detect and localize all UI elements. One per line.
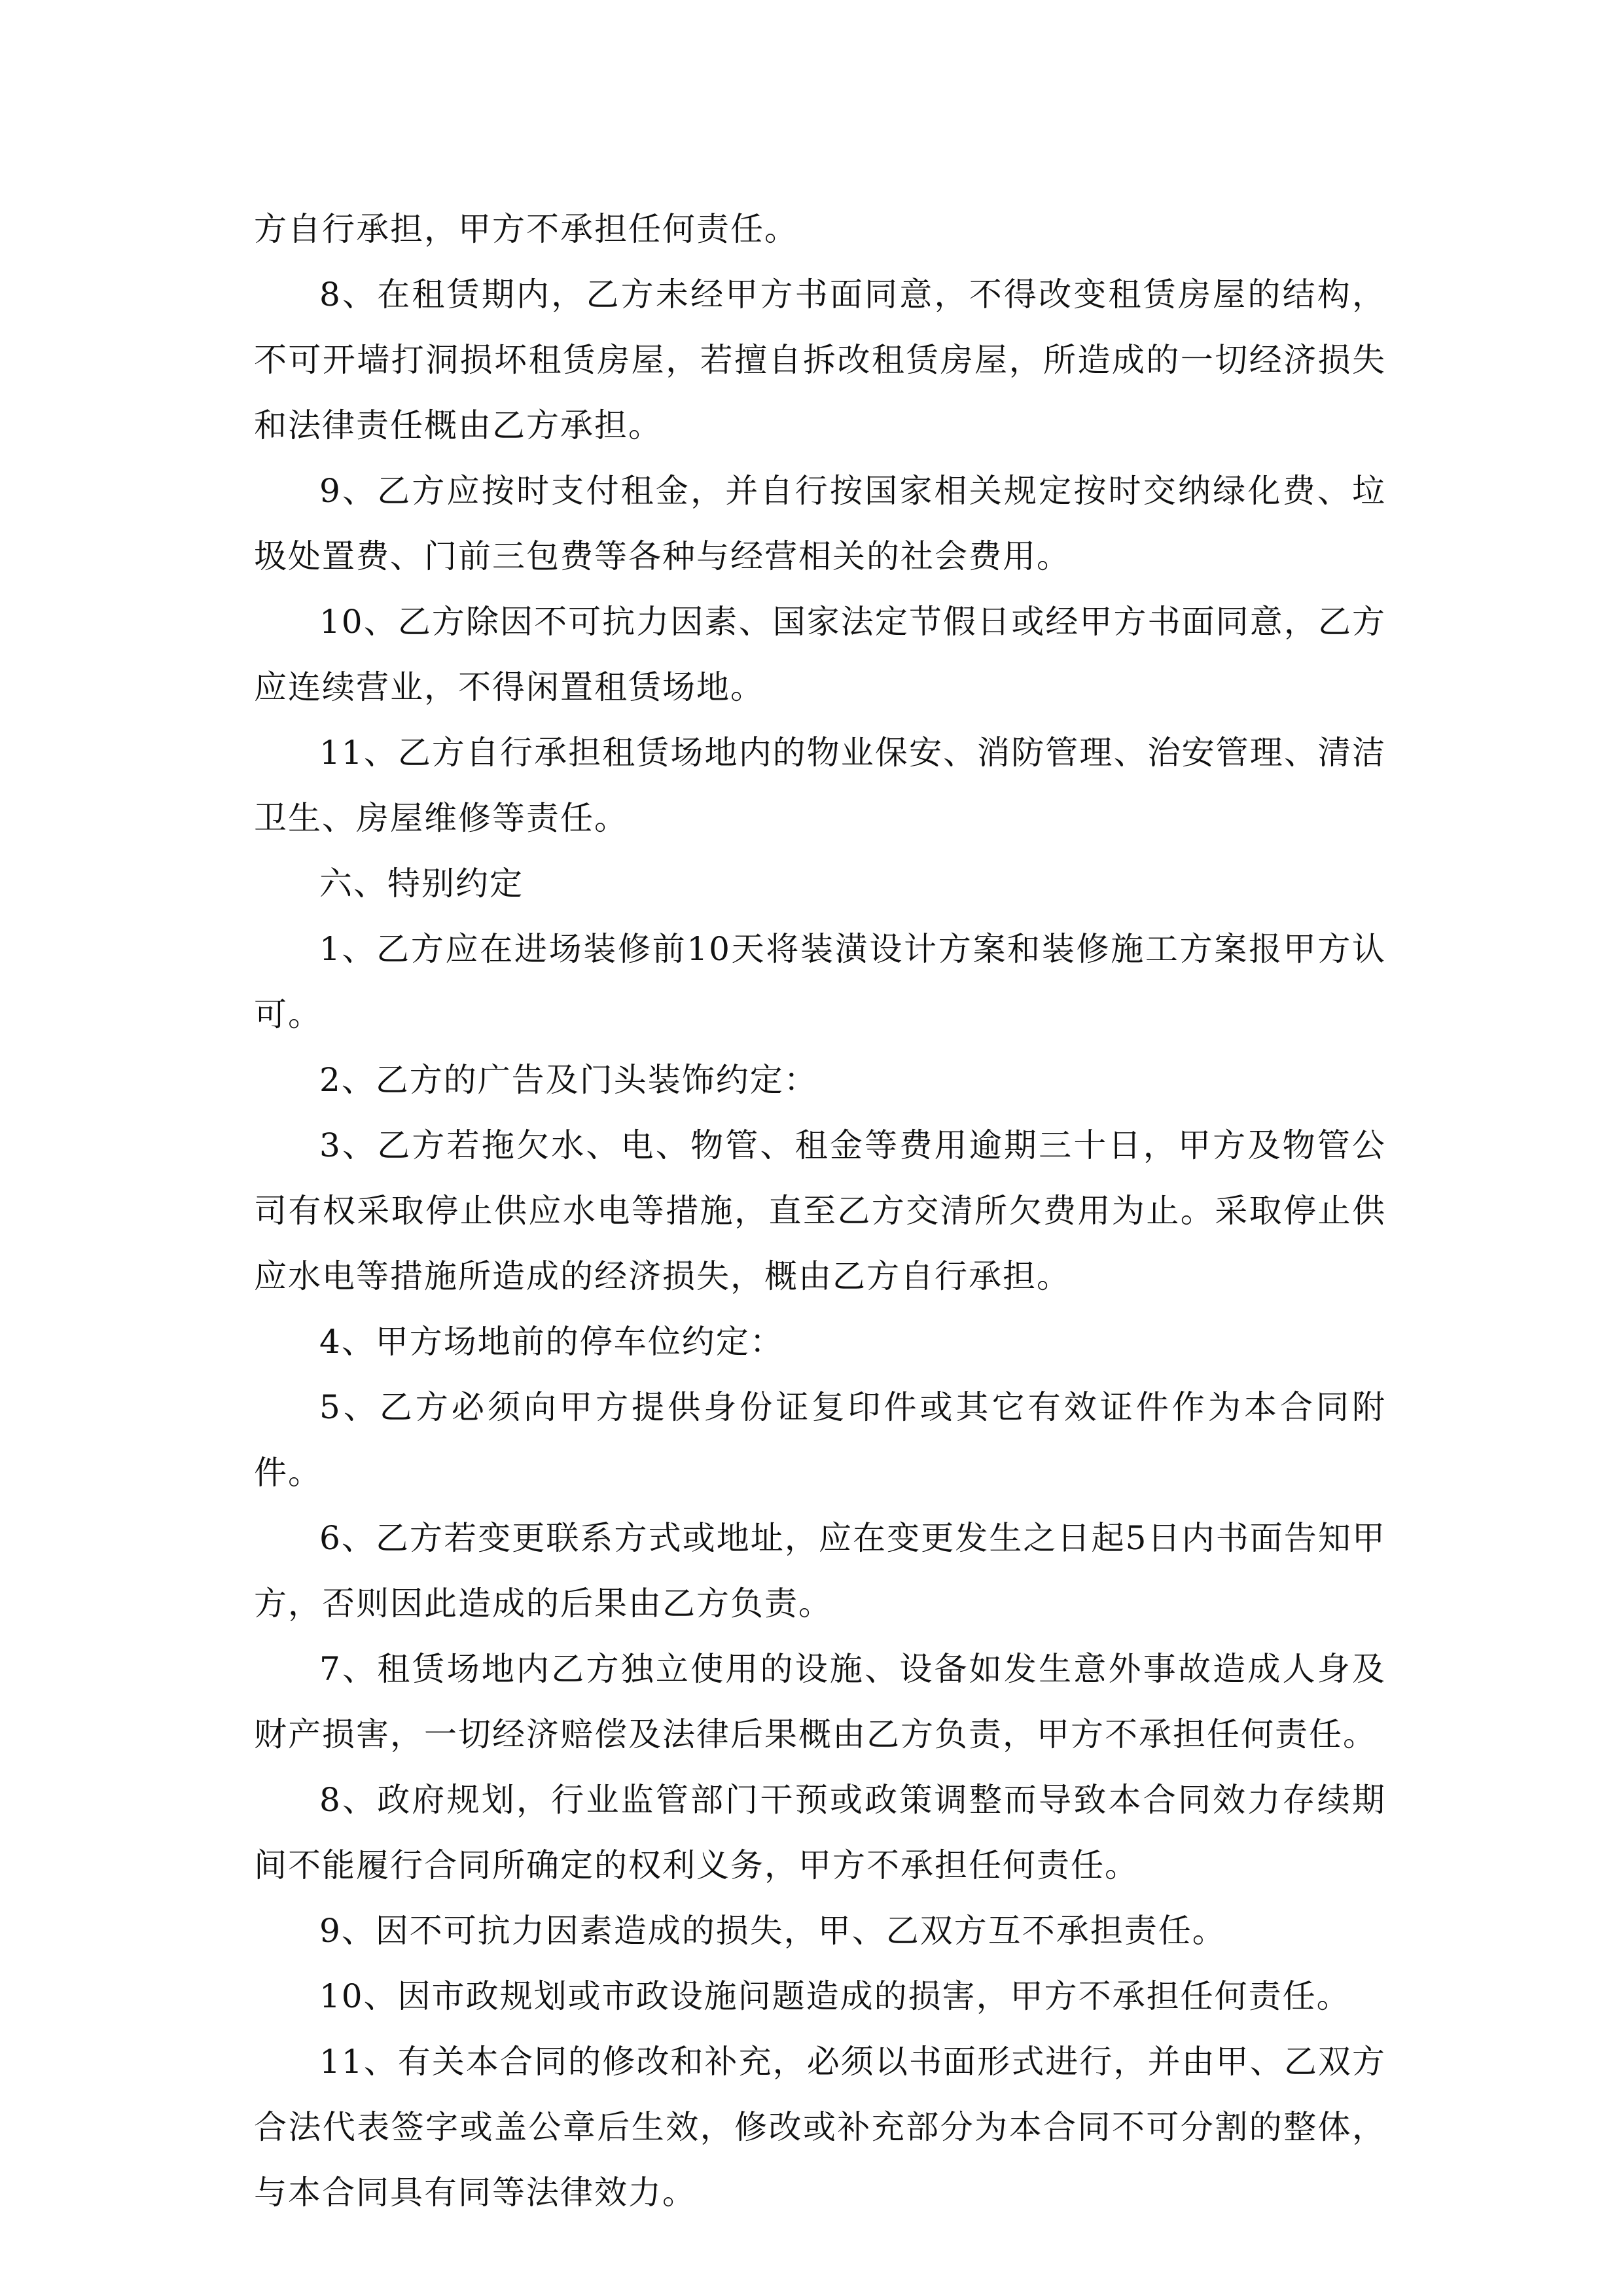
paragraph-clause-6-8: 8、政府规划，行业监管部门干预或政策调整而导致本合同效力存续期间不能履行合同所确定的权利义务，甲方不承担任何责任。 (254, 1781, 1386, 1884)
contract-body (254, 196, 1386, 2225)
paragraph-clause-6-3: 3、乙方若拖欠水、电、物管、租金等费用逾期三十日，甲方及物管公司有权采取停止供应水电等措施，直至乙方交清所欠费用为止。采取停止供应水电等措施所造成的经济损失，概由乙方自行承担。 (254, 1126, 1386, 1295)
paragraph-clause-6-4: 4、甲方场地前的停车位约定： (319, 1323, 784, 1361)
paragraph-clause-6-1: 1、乙方应在进场装修前10天将装潢设计方案和装修施工方案报甲方认可。 (254, 930, 1386, 1033)
paragraph-clause-6-10: 10、因市政规划或市政设施问题造成的损害，甲方不承担任何责任。 (319, 1977, 1351, 2015)
paragraph-clause-5-10: 10、乙方除因不可抗力因素、国家法定节假日或经甲方书面同意，乙方应连续营业，不得闲置租赁场地。 (254, 603, 1386, 706)
paragraph-clause-6-7: 7、租赁场地内乙方独立使用的设施、设备如发生意外事故造成人身及财产损害，一切经济赔偿及法律后果概由乙方负责，甲方不承担任何责任。 (254, 1650, 1386, 1753)
paragraph-clause-6-9: 9、因不可抗力因素造成的损失，甲、乙双方互不承担责任。 (319, 1912, 1226, 1950)
paragraph-continuation: 方自行承担，甲方不承担任何责任。 (254, 210, 798, 248)
paragraph-clause-6-6: 6、乙方若变更联系方式或地址，应在变更发生之日起5日内书面告知甲方，否则因此造成的后果由乙方负责。 (254, 1519, 1386, 1623)
paragraph-clause-5-8: 8、在租赁期内，乙方未经甲方书面同意，不得改变租赁房屋的结构，不可开墙打洞损坏租赁房屋，若擅自拆改租赁房屋，所造成的一切经济损失和法律责任概由乙方承担。 (254, 276, 1386, 444)
paragraph-clause-5-11: 11、乙方自行承担租赁场地内的物业保安、消防管理、治安管理、清洁卫生、房屋维修等责任。 (254, 734, 1386, 837)
paragraph-clause-5-9: 9、乙方应按时支付租金，并自行按国家相关规定按时交纳绿化费、垃圾处置费、门前三包费等各种与经营相关的社会费用。 (254, 472, 1386, 575)
paragraph-clause-6-2: 2、乙方的广告及门头装饰约定： (319, 1061, 818, 1099)
section-heading-special-terms: 六、特别约定 (319, 865, 524, 903)
paragraph-clause-6-5: 5、乙方必须向甲方提供身份证复印件或其它有效证件作为本合同附件。 (254, 1388, 1386, 1492)
paragraph-clause-6-11: 11、有关本合同的修改和补充，必须以书面形式进行，并由甲、乙双方合法代表签字或盖公章后生效，修改或补充部分为本合同不可分割的整体，与本合同具有同等法律效力。 (254, 2043, 1386, 2212)
